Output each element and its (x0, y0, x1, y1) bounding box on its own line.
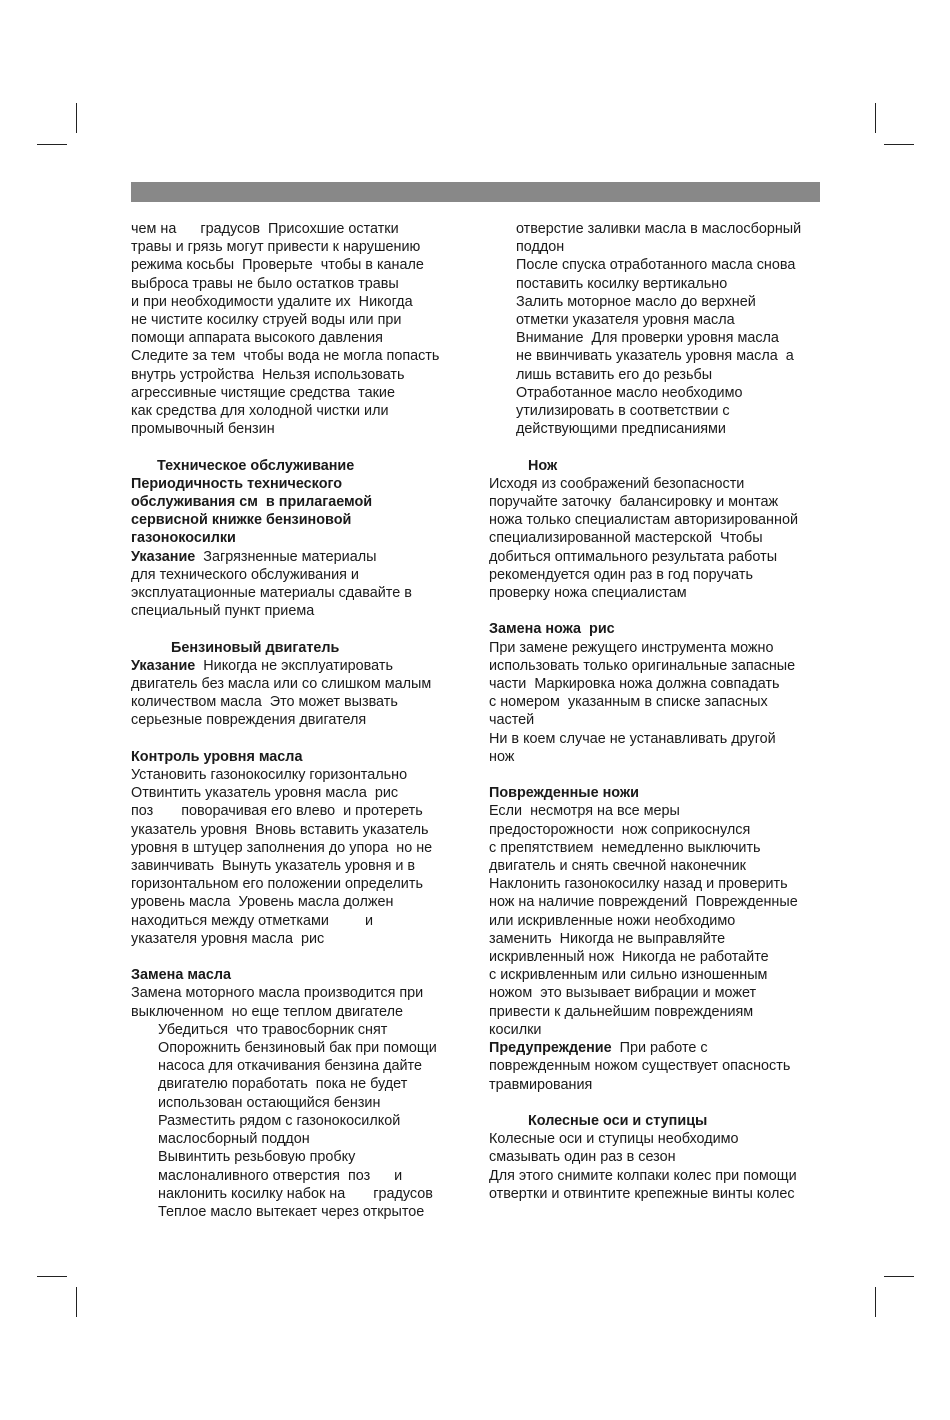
blade-change-paragraph: При замене режущего инструмента можно использовать только оригинальные запасные части Маркировка ножа должна совпадать с номером указанным в списке запасных частей Ни в коем случае не устанавливать другой нож (489, 639, 796, 765)
crop-mark-top-left-vertical (76, 103, 77, 133)
wheels-paragraph: Колесные оси и ступицы необходимо смазывать один раз в сезон Для этого снимите колпаки колес при помощи отвертки и отвинтите крепежные винты колес (489, 1131, 797, 1202)
engine-heading: Бензиновый двигатель (171, 639, 340, 656)
oil-change-steps: Убедиться что травосборник снят Опорожнить бензиновый бак при помощи насоса для откачивания бензина дайте двигателю поработать пока не будет использован остающийся бензин Разместить рядом с газонокосилкой маслосборный поддон Вывинтить резьбовую пробку маслоналивного отверстия поз и наклонить косилку набок на градусов Теплое масло вытекает через открытое (158, 1021, 437, 1220)
damaged-blades-paragraph: Если несмотря на все меры предосторожности нож соприкоснулся с препятствием немедленно выключить двигатель и снять свечной наконечник Наклонить газонокосилку назад и проверить нож на наличие повреждений Поврежденные или искривленные ножи необходимо заменить Никогда не выправляйте искривленный нож Никогда не работайте с искривленным или сильно изношенным ножом это вызывает вибрации и может привести к дальнейшим повреждениям косилки (489, 803, 798, 1038)
cleaning-paragraph: чем на градусов Присохшие остатки травы и грязь могут привести к нарушению режима косьбы Проверьте чтобы в канале выброса травы не было остатков травы и при необходимости удалите их Никогда не чистите косилку струей воды или при помощи аппарата высокого давления Следите за тем чтобы вода не могла попасть внутрь устройства Нельзя использовать агрессивные чистящие средства такие как средства для холодной чистки или промывочный бензин (131, 221, 440, 438)
oil-change-paragraph: Замена моторного масла производится при выключенном но еще теплом двигателе (131, 985, 424, 1020)
crop-mark-top-left-horizontal (37, 144, 67, 145)
crop-mark-top-right-horizontal (884, 144, 914, 145)
crop-mark-top-right-vertical (875, 103, 876, 133)
crop-mark-bottom-left-horizontal (37, 1276, 67, 1277)
oil-change-steps-continued: отверстие заливки масла в маслосборный поддон После спуска отработанного масла снова поставить косилку вертикально Залить моторное масло до верхней отметки указателя уровня масла Внимание Для проверки уровня масла не ввинчивать указатель уровня масла а лишь вставить его до резьбы Отработанное масло необходимо утилизировать в соответствии с действующими предписаниями (516, 221, 802, 438)
note-paragraph-1 (131, 548, 476, 621)
wheels-heading: Колесные оси и ступицы (528, 1112, 708, 1129)
note-label-2: Указание (131, 657, 196, 674)
oil-change-heading: Замена масла (131, 967, 231, 984)
oil-level-heading: Контроль уровня масла (131, 748, 303, 765)
warning-text: При работе с поврежденным ножом существует опасность травмирования (489, 1040, 791, 1093)
crop-mark-bottom-left-vertical (76, 1287, 77, 1317)
blade-heading: Нож (528, 457, 558, 474)
blade-change-heading: Замена ножа рис (489, 621, 615, 638)
crop-mark-bottom-right-horizontal (884, 1276, 914, 1277)
note-text-2: Никогда не эксплуатировать двигатель без масла или со слишком малым количеством масла Это может вызвать серьезные повреждения двигателя (131, 657, 432, 729)
note-text-1: Загрязненные материалы для технического обслуживания и эксплуатационные материалы сдавайте в специальный пункт приема (131, 548, 412, 620)
left-column (131, 220, 476, 1221)
maintenance-heading: Техническое обслуживание (157, 457, 355, 474)
note-label: Указание (131, 548, 196, 565)
crop-mark-bottom-right-vertical (875, 1287, 876, 1317)
damaged-blades-heading: Поврежденные ножи (489, 785, 639, 802)
warning-label: Предупреждение (489, 1040, 612, 1057)
note-paragraph-2 (131, 657, 476, 730)
header-bar (131, 182, 820, 202)
blade-paragraph: Исходя из соображений безопасности поручайте заточку балансировку и монтаж ножа только специалистам авторизированной специализированной мастерской Чтобы добиться оптимального результата работы рекомендуется один раз в год поручать проверку ножа специалистам (489, 475, 798, 602)
warning-paragraph (489, 1039, 834, 1094)
oil-level-paragraph: Установить газонокосилку горизонтально Отвинтить указатель уровня масла рис поз поворачивая его влево и протереть указатель уровня Вновь вставить указатель уровня в штуцер заполнения до упора но не завинчивать Вынуть указатель уровня и в горизонтальном его положении определить уровень масла Уровень масла должен находиться между отметками и указателя уровня масла рис (131, 767, 433, 947)
right-column (489, 220, 834, 1203)
maintenance-periodicity-heading: Периодичность технического обслуживания см в прилагаемой сервисной книжке бензиновой газонокосилки (131, 475, 373, 547)
